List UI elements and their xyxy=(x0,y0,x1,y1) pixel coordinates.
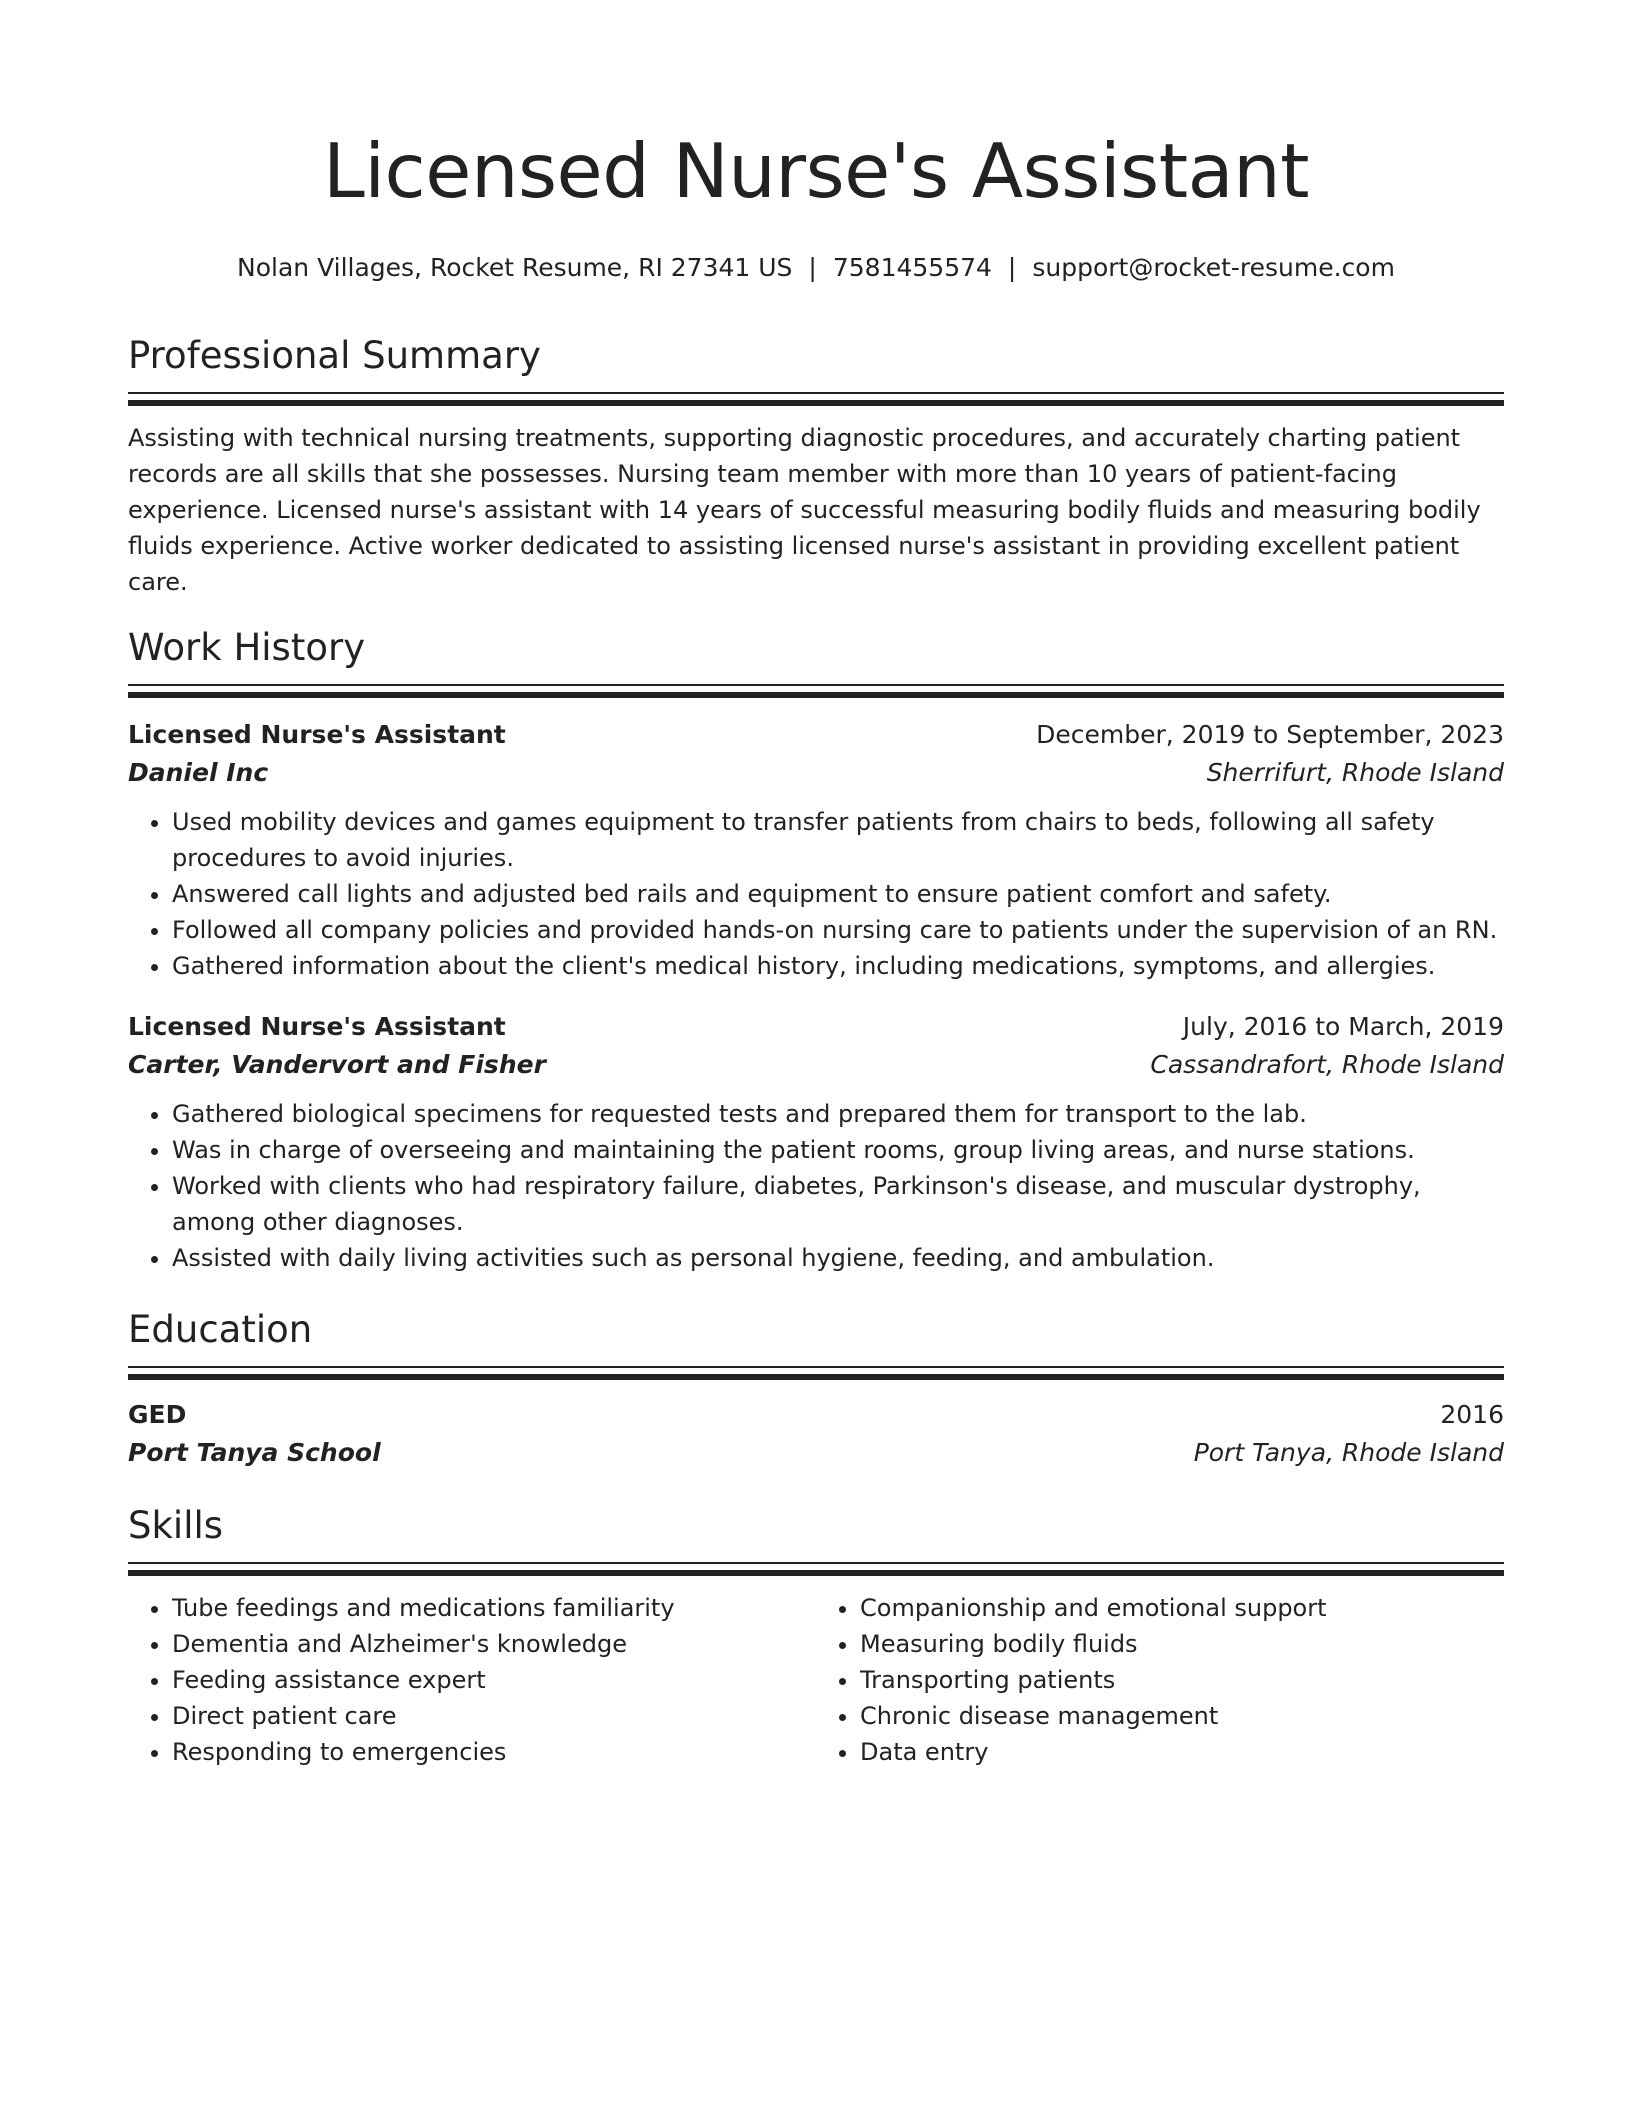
contact-line xyxy=(128,250,1504,286)
skill-item: • Companionship and emotional support xyxy=(860,1590,1504,1626)
job-location: Cassandrafort, Rhode Island xyxy=(1150,1050,1504,1079)
skill-item: • Data entry xyxy=(860,1734,1504,1770)
job-header xyxy=(128,716,1504,754)
job-subheader xyxy=(128,754,1504,792)
skill-item: • Measuring bodily fluids xyxy=(860,1626,1504,1662)
job-company: Daniel Inc xyxy=(128,758,269,787)
job-entry xyxy=(128,1008,1504,1276)
job-entry xyxy=(128,716,1504,984)
job-bullet: • Worked with clients who had respiratory failure, diabetes, Parkinson's disease, and muscular dystrophy, among other diagnoses. xyxy=(172,1168,1504,1240)
skill-item: • Direct patient care xyxy=(172,1698,816,1734)
skill-item: • Transporting patients xyxy=(860,1662,1504,1698)
education-header xyxy=(128,1396,1504,1434)
skills-column-left xyxy=(128,1590,816,1770)
contact-phone: 7581455574 xyxy=(832,253,992,282)
job-bullet: • Was in charge of overseeing and maintaining the patient rooms, group living areas, and nurse stations. xyxy=(172,1132,1504,1168)
section-title-education: Education xyxy=(128,1308,313,1351)
skills-list xyxy=(128,1590,1504,1770)
skill-item: • Responding to emergencies xyxy=(172,1734,816,1770)
education-school: Port Tanya School xyxy=(128,1438,381,1467)
skill-item: • Tube feedings and medications familiarity xyxy=(172,1590,816,1626)
skill-item: • Chronic disease management xyxy=(860,1698,1504,1734)
section-title-work-history: Work History xyxy=(128,626,366,669)
education-degree: GED xyxy=(128,1400,187,1429)
resume-page xyxy=(128,0,1504,1770)
section-divider xyxy=(128,1366,1504,1380)
section-title-skills: Skills xyxy=(128,1504,224,1547)
resume-name: Licensed Nurse's Assistant xyxy=(322,127,1310,215)
skill-item: • Feeding assistance expert xyxy=(172,1662,816,1698)
job-bullet: • Assisted with daily living activities such as personal hygiene, feeding, and ambulation. xyxy=(172,1240,1504,1276)
job-bullets xyxy=(128,1096,1504,1276)
job-dates: December, 2019 to September, 2023 xyxy=(1036,720,1504,749)
job-title: Licensed Nurse's Assistant xyxy=(128,1012,506,1041)
education-entry xyxy=(128,1396,1504,1472)
summary-text: Assisting with technical nursing treatments, supporting diagnostic procedures, and accurately charting patient records are all skills that she possesses. Nursing team member with more than 10 years of patient-facing experience. Licensed nurse's assistant with 14 years of successful measuring bodily fluids and measuring bodily fluids experience. Active worker dedicated to assisting licensed nurse's assistant in providing excellent patient care. xyxy=(128,424,1481,596)
contact-email: support@rocket-resume.com xyxy=(1032,253,1395,282)
section-title-summary: Professional Summary xyxy=(128,334,541,377)
job-location: Sherrifurt, Rhode Island xyxy=(1206,758,1504,787)
job-company: Carter, Vandervort and Fisher xyxy=(128,1050,546,1079)
contact-separator: | xyxy=(808,253,817,282)
job-bullet: • Gathered biological specimens for requested tests and prepared them for transport to the lab. xyxy=(172,1096,1504,1132)
job-bullet: • Used mobility devices and games equipment to transfer patients from chairs to beds, following all safety procedures to avoid injuries. xyxy=(172,804,1504,876)
section-divider xyxy=(128,684,1504,698)
job-bullets xyxy=(128,804,1504,984)
job-subheader xyxy=(128,1046,1504,1084)
job-header xyxy=(128,1008,1504,1046)
job-bullet: • Gathered information about the client's medical history, including medications, symptoms, and allergies. xyxy=(172,948,1504,984)
job-bullet: • Answered call lights and adjusted bed rails and equipment to ensure patient comfort and safety. xyxy=(172,876,1504,912)
job-bullet: • Followed all company policies and provided hands-on nursing care to patients under the supervision of an RN. xyxy=(172,912,1504,948)
skills-column-right xyxy=(816,1590,1504,1770)
education-subheader xyxy=(128,1434,1504,1472)
contact-separator: | xyxy=(1007,253,1017,282)
section-divider xyxy=(128,392,1504,406)
section-divider xyxy=(128,1562,1504,1576)
education-location: Port Tanya, Rhode Island xyxy=(1193,1438,1504,1467)
job-title: Licensed Nurse's Assistant xyxy=(128,720,506,749)
contact-address: Nolan Villages, Rocket Resume, RI 27341 US xyxy=(237,253,793,282)
skill-item: • Dementia and Alzheimer's knowledge xyxy=(172,1626,816,1662)
job-dates: July, 2016 to March, 2019 xyxy=(1182,1012,1504,1041)
education-year: 2016 xyxy=(1440,1400,1504,1429)
